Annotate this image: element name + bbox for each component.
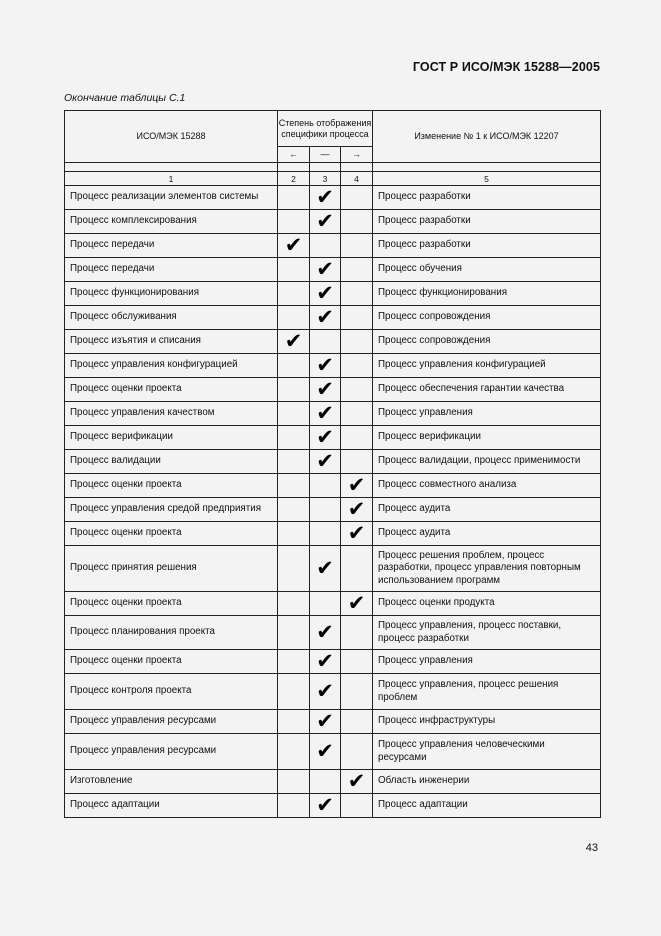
checkmark-icon: ✔ — [347, 473, 366, 497]
iso-15288-process: Процесс оценки проекта — [65, 474, 278, 498]
degree-cell-3 — [310, 330, 341, 354]
table-row — [65, 426, 601, 450]
degree-cell-4 — [341, 306, 373, 330]
iso-15288-process: Процесс управления ресурсами — [65, 710, 278, 734]
table-caption: Окончание таблицы С.1 — [64, 92, 186, 104]
header-spacer-row — [65, 163, 601, 172]
iso-12207-process: Процесс разработки — [373, 186, 601, 210]
checkmark-icon: ✔ — [316, 257, 334, 281]
iso-12207-process: Процесс обеспечения гарантии качества — [373, 378, 601, 402]
checkmark-icon: ✔ — [316, 281, 334, 305]
checkmark-icon: ✔ — [284, 233, 303, 257]
degree-cell-4 — [341, 734, 373, 770]
iso-12207-process: Процесс управления — [373, 402, 601, 426]
degree-cell-3 — [310, 258, 341, 282]
column-number: 1 — [65, 172, 278, 186]
iso-12207-process: Процесс разработки — [373, 210, 601, 234]
degree-cell-4 — [341, 354, 373, 378]
iso-15288-process: Процесс управления средой предприятия — [65, 498, 278, 522]
iso-12207-process: Процесс управления, процесс решения проблем — [373, 674, 601, 710]
iso-12207-process: Процесс оценки продукта — [373, 592, 601, 616]
degree-cell-2 — [278, 498, 310, 522]
degree-cell-4 — [341, 234, 373, 258]
checkmark-icon: ✔ — [284, 329, 303, 353]
checkmark-icon: ✔ — [316, 679, 334, 703]
arrow-left-icon: ← — [278, 147, 310, 163]
degree-cell-4 — [341, 402, 373, 426]
degree-cell-3 — [310, 282, 341, 306]
dash-icon: — — [310, 147, 341, 163]
iso-12207-process: Процесс инфраструктуры — [373, 710, 601, 734]
checkmark-icon: ✔ — [316, 793, 334, 817]
degree-cell-2 — [278, 234, 310, 258]
table-row — [65, 450, 601, 474]
iso-15288-process: Процесс управления конфигурацией — [65, 354, 278, 378]
iso-15288-process: Процесс планирования проекта — [65, 616, 278, 650]
degree-cell-4 — [341, 258, 373, 282]
degree-cell-2 — [278, 734, 310, 770]
degree-cell-3 — [310, 450, 341, 474]
iso-15288-process: Процесс управления качеством — [65, 402, 278, 426]
degree-cell-2 — [278, 450, 310, 474]
column-number: 3 — [310, 172, 341, 186]
degree-cell-3 — [310, 546, 341, 592]
iso-15288-process: Процесс оценки проекта — [65, 378, 278, 402]
iso-15288-process: Процесс оценки проекта — [65, 650, 278, 674]
degree-cell-3 — [310, 674, 341, 710]
header-degree: Степень отображения специфики процесса — [278, 111, 373, 147]
table-row — [65, 234, 601, 258]
degree-cell-2 — [278, 794, 310, 818]
iso-15288-process: Изготовление — [65, 770, 278, 794]
table-row — [65, 330, 601, 354]
degree-cell-4 — [341, 498, 373, 522]
iso-15288-process: Процесс принятия решения — [65, 546, 278, 592]
checkmark-icon: ✔ — [316, 556, 334, 580]
iso-12207-process: Процесс аудита — [373, 498, 601, 522]
table-row — [65, 210, 601, 234]
page-number: 43 — [585, 842, 598, 854]
degree-cell-3 — [310, 186, 341, 210]
table-row — [65, 522, 601, 546]
table-row — [65, 378, 601, 402]
degree-cell-2 — [278, 474, 310, 498]
table-row — [65, 306, 601, 330]
degree-cell-4 — [341, 616, 373, 650]
degree-cell-3 — [310, 592, 341, 616]
degree-cell-4 — [341, 330, 373, 354]
table-row — [65, 546, 601, 592]
degree-cell-4 — [341, 770, 373, 794]
checkmark-icon: ✔ — [316, 305, 334, 329]
table-row — [65, 710, 601, 734]
degree-cell-3 — [310, 734, 341, 770]
iso-15288-process: Процесс управления ресурсами — [65, 734, 278, 770]
iso-15288-process: Процесс адаптации — [65, 794, 278, 818]
degree-cell-2 — [278, 354, 310, 378]
iso-15288-process: Процесс контроля проекта — [65, 674, 278, 710]
iso-12207-process: Процесс управления, процесс поставки, процесс разработки — [373, 616, 601, 650]
degree-cell-2 — [278, 650, 310, 674]
degree-cell-3 — [310, 522, 341, 546]
degree-cell-3 — [310, 770, 341, 794]
degree-cell-4 — [341, 650, 373, 674]
iso-15288-process: Процесс оценки проекта — [65, 522, 278, 546]
degree-cell-2 — [278, 592, 310, 616]
degree-cell-3 — [310, 616, 341, 650]
degree-cell-2 — [278, 186, 310, 210]
table-row — [65, 650, 601, 674]
degree-cell-2 — [278, 378, 310, 402]
degree-cell-2 — [278, 258, 310, 282]
iso-12207-process: Процесс функционирования — [373, 282, 601, 306]
checkmark-icon: ✔ — [347, 521, 366, 545]
degree-cell-3 — [310, 210, 341, 234]
degree-cell-3 — [310, 378, 341, 402]
degree-cell-2 — [278, 546, 310, 592]
iso-12207-process: Процесс управления — [373, 650, 601, 674]
iso-12207-process: Процесс сопровождения — [373, 306, 601, 330]
table-row — [65, 474, 601, 498]
column-number: 2 — [278, 172, 310, 186]
checkmark-icon: ✔ — [316, 620, 334, 644]
degree-cell-2 — [278, 616, 310, 650]
degree-cell-4 — [341, 710, 373, 734]
degree-cell-2 — [278, 426, 310, 450]
degree-cell-3 — [310, 710, 341, 734]
table-row — [65, 794, 601, 818]
iso-12207-process: Процесс верификации — [373, 426, 601, 450]
checkmark-icon: ✔ — [316, 449, 334, 473]
iso-15288-process: Процесс реализации элементов системы — [65, 186, 278, 210]
degree-cell-4 — [341, 546, 373, 592]
checkmark-icon: ✔ — [316, 425, 334, 449]
table-row — [65, 186, 601, 210]
degree-cell-3 — [310, 234, 341, 258]
table-row — [65, 592, 601, 616]
degree-cell-4 — [341, 522, 373, 546]
table-row — [65, 674, 601, 710]
column-number: 5 — [373, 172, 601, 186]
iso-12207-process: Процесс разработки — [373, 234, 601, 258]
degree-cell-3 — [310, 306, 341, 330]
degree-cell-4 — [341, 282, 373, 306]
iso-15288-process: Процесс валидации — [65, 450, 278, 474]
iso-15288-process: Процесс передачи — [65, 234, 278, 258]
degree-cell-3 — [310, 402, 341, 426]
iso-12207-process: Процесс валидации, процесс применимости — [373, 450, 601, 474]
table-row — [65, 734, 601, 770]
degree-cell-4 — [341, 450, 373, 474]
degree-cell-2 — [278, 210, 310, 234]
degree-cell-3 — [310, 474, 341, 498]
iso-15288-process: Процесс комплексирования — [65, 210, 278, 234]
degree-cell-4 — [341, 592, 373, 616]
degree-cell-4 — [341, 474, 373, 498]
iso-12207-process: Процесс аудита — [373, 522, 601, 546]
arrow-right-icon: → — [341, 147, 373, 163]
checkmark-icon: ✔ — [316, 709, 334, 733]
table-row — [65, 258, 601, 282]
checkmark-icon: ✔ — [316, 739, 334, 763]
checkmark-icon: ✔ — [316, 401, 334, 425]
checkmark-icon: ✔ — [316, 649, 334, 673]
table-row — [65, 354, 601, 378]
iso-12207-process: Область инженерии — [373, 770, 601, 794]
checkmark-icon: ✔ — [347, 591, 366, 615]
checkmark-icon: ✔ — [316, 353, 334, 377]
checkmark-icon: ✔ — [347, 769, 366, 793]
iso-12207-process: Процесс решения проблем, процесс разработки, процесс управления повторным использованием программ — [373, 546, 601, 592]
degree-cell-2 — [278, 330, 310, 354]
standard-title: ГОСТ Р ИСО/МЭК 15288—2005 — [412, 60, 600, 74]
iso-15288-process: Процесс верификации — [65, 426, 278, 450]
iso-15288-process: Процесс обслуживания — [65, 306, 278, 330]
degree-cell-2 — [278, 710, 310, 734]
iso-12207-process: Процесс совместного анализа — [373, 474, 601, 498]
checkmark-icon: ✔ — [347, 497, 366, 521]
iso-15288-process: Процесс изъятия и списания — [65, 330, 278, 354]
degree-cell-2 — [278, 674, 310, 710]
header-amendment: Изменение № 1 к ИСО/МЭК 12207 — [373, 111, 601, 163]
degree-cell-4 — [341, 674, 373, 710]
iso-12207-process: Процесс управления конфигурацией — [373, 354, 601, 378]
degree-cell-2 — [278, 522, 310, 546]
iso-12207-process: Процесс управления человеческими ресурсами — [373, 734, 601, 770]
degree-cell-2 — [278, 306, 310, 330]
table-row — [65, 616, 601, 650]
checkmark-icon: ✔ — [316, 209, 334, 233]
correspondence-table — [64, 110, 601, 818]
degree-cell-4 — [341, 426, 373, 450]
checkmark-icon: ✔ — [316, 185, 334, 209]
table-row — [65, 282, 601, 306]
degree-cell-2 — [278, 282, 310, 306]
table-row — [65, 402, 601, 426]
degree-cell-3 — [310, 426, 341, 450]
degree-cell-4 — [341, 210, 373, 234]
degree-cell-3 — [310, 354, 341, 378]
degree-cell-3 — [310, 794, 341, 818]
degree-cell-4 — [341, 794, 373, 818]
table-row — [65, 770, 601, 794]
degree-cell-2 — [278, 770, 310, 794]
iso-15288-process: Процесс функционирования — [65, 282, 278, 306]
column-number: 4 — [341, 172, 373, 186]
degree-cell-3 — [310, 498, 341, 522]
column-number-row — [65, 172, 601, 186]
header-iso-15288: ИСО/МЭК 15288 — [65, 111, 278, 163]
table-row — [65, 498, 601, 522]
iso-12207-process: Процесс сопровождения — [373, 330, 601, 354]
iso-12207-process: Процесс обучения — [373, 258, 601, 282]
iso-15288-process: Процесс передачи — [65, 258, 278, 282]
degree-cell-4 — [341, 186, 373, 210]
iso-12207-process: Процесс адаптации — [373, 794, 601, 818]
degree-cell-2 — [278, 402, 310, 426]
degree-cell-4 — [341, 378, 373, 402]
checkmark-icon: ✔ — [316, 377, 334, 401]
degree-cell-3 — [310, 650, 341, 674]
iso-15288-process: Процесс оценки проекта — [65, 592, 278, 616]
